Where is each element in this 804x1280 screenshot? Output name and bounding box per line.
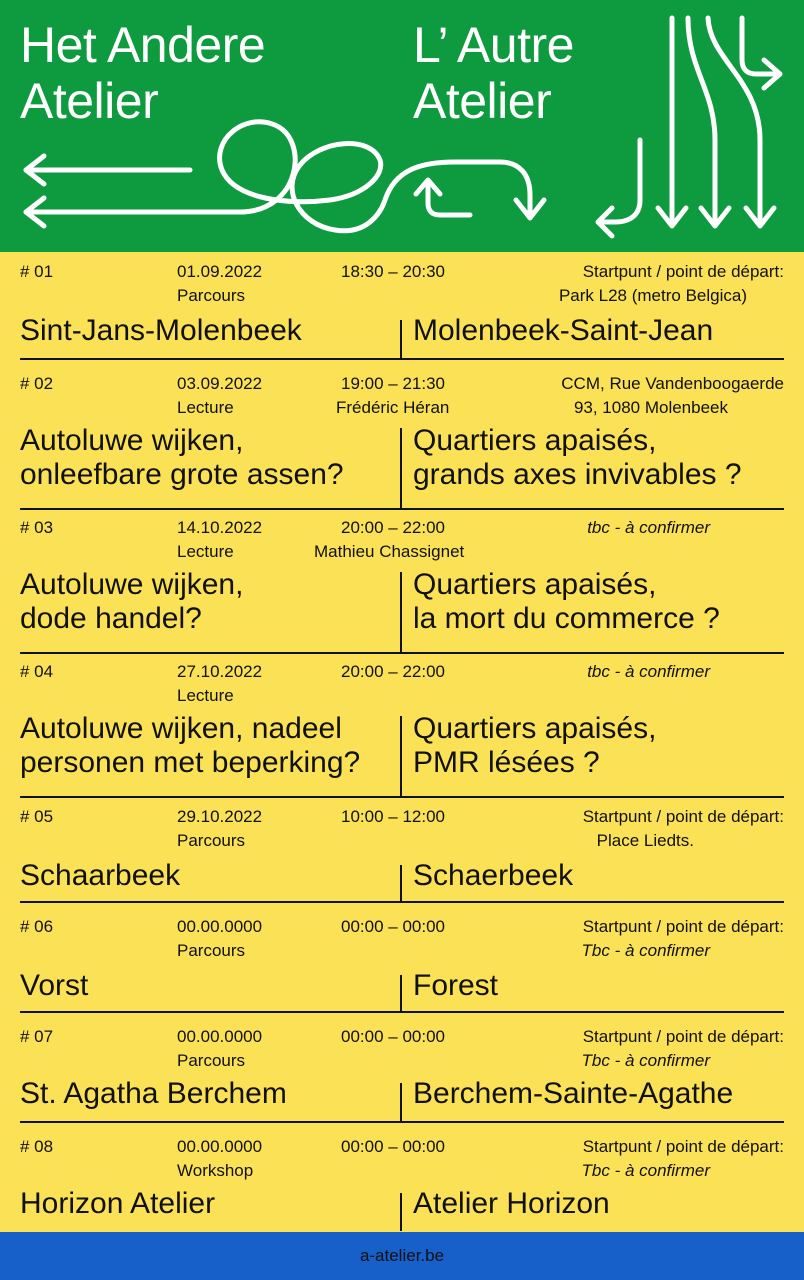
website-link[interactable]: a-atelier.be [359,1246,445,1265]
footer-bar [0,1232,804,1280]
column-divider [400,320,402,358]
column-divider [400,1193,402,1231]
column-divider [400,428,402,508]
event-title-french [413,568,720,636]
event-title-dutch [20,424,344,492]
title-line: Vorst [20,969,89,1002]
event-location: Tbc - à confirmer [581,1161,710,1180]
title-dutch-line1: Het Andere [20,17,266,73]
event-location: Place Liedts. [596,831,694,850]
event-location-label: tbc - à confirmer [587,518,710,537]
event-type: Workshop [177,1161,254,1180]
title-french-line1: L’ Autre [413,17,574,73]
row-separator [20,901,784,903]
column-divider [400,1083,402,1121]
event-time: 20:00 – 22:00 [341,518,445,537]
event-time: 00:00 – 00:00 [341,1027,445,1046]
event-number: # 03 [20,518,54,537]
event-type: Lecture [177,542,234,561]
event-type: Parcours [177,286,246,305]
event-title-dutch [20,859,180,893]
arrow-down-left [600,140,640,222]
event-type: Parcours [177,1051,246,1070]
event-title-dutch [20,969,88,1003]
event-location: 93, 1080 Molenbeek [573,398,728,417]
event-type: Parcours [177,941,246,960]
event-date: 03.09.2022 [177,374,263,393]
arrow-right-2 [688,18,715,225]
event-title-french [413,1077,733,1111]
column-divider [400,865,402,901]
event-number: # 02 [20,374,54,393]
event-row-07 [0,1017,804,1127]
event-location-label: Startpunt / point de départ: [582,917,784,936]
event-number: # 05 [20,807,54,826]
title-line: Quartiers apaisés, [413,424,657,457]
title-line: Autoluwe wijken, [20,568,244,601]
column-divider [400,975,402,1011]
event-number: # 01 [20,262,54,281]
event-time: 18:30 – 20:30 [341,262,445,281]
event-title-dutch [20,712,360,780]
title-line: Quartiers apaisés, [413,712,657,745]
row-separator [20,1121,784,1123]
event-title-dutch [20,314,302,348]
event-number: # 08 [20,1137,54,1156]
event-number: # 06 [20,917,54,936]
event-speaker: Frédéric Héran [336,398,450,417]
event-type: Parcours [177,831,246,850]
title-line: grands axes invivables ? [413,458,742,491]
event-number: # 07 [20,1027,54,1046]
row-separator [20,358,784,360]
title-line: Sint-Jans-Molenbeek [20,314,302,347]
title-line: PMR lésées ? [413,746,600,779]
title-line: Atelier Horizon [413,1187,610,1220]
event-date: 14.10.2022 [177,518,263,537]
event-location: Tbc - à confirmer [581,941,710,960]
event-title-french [413,424,742,492]
event-date: 00.00.0000 [177,917,263,936]
title-line: Horizon Atelier [20,1187,216,1220]
event-location-label: tbc - à confirmer [587,662,710,681]
event-row-01 [0,252,804,362]
title-french-line2: Atelier [413,73,552,129]
event-time: 00:00 – 00:00 [341,1137,445,1156]
title-line: Autoluwe wijken, [20,424,244,457]
title-dutch-line2: Atelier [20,73,159,129]
event-date: 29.10.2022 [177,807,263,826]
event-type: Lecture [177,686,234,705]
title-line: la mort du commerce ? [413,602,720,635]
event-type: Lecture [177,398,234,417]
event-location-label: Startpunt / point de départ: [582,1137,784,1156]
column-divider [400,716,402,796]
event-location: Park L28 (metro Belgica) [558,286,747,305]
event-location-label: Startpunt / point de départ: [582,1027,784,1046]
event-title-french [413,859,573,893]
title-line: personen met beperking? [20,746,361,779]
event-date: 00.00.0000 [177,1027,263,1046]
event-row-02 [0,364,804,491]
event-speaker: Mathieu Chassignet [314,542,465,561]
event-time: 10:00 – 12:00 [341,807,445,826]
event-title-dutch [20,1187,215,1221]
event-date: 27.10.2022 [177,662,263,681]
event-time: 00:00 – 00:00 [341,917,445,936]
column-divider [400,572,402,652]
event-title-french [413,712,656,780]
title-line: Quartiers apaisés, [413,568,657,601]
event-location-label: CCM, Rue Vandenboogaerde [561,374,784,393]
event-location-label: Startpunt / point de départ: [582,807,784,826]
event-date: 01.09.2022 [177,262,263,281]
title-line: Molenbeek-Saint-Jean [413,314,714,347]
arrows-graphic [0,0,804,252]
title-line: Schaarbeek [20,859,181,892]
event-row-06 [0,907,804,1017]
event-location-label: Startpunt / point de départ: [582,262,784,281]
title-line: Berchem-Sainte-Agathe [413,1077,734,1110]
event-row-08 [0,1127,804,1237]
event-time: 20:00 – 22:00 [341,662,445,681]
event-title-french [413,969,498,1003]
header-banner [0,0,804,252]
row-separator [20,1011,784,1013]
title-line: Autoluwe wijken, nadeel [20,712,342,745]
event-title-dutch [20,568,243,636]
title-line: dode handel? [20,602,202,635]
event-date: 00.00.0000 [177,1137,263,1156]
event-row-04 [0,652,804,779]
event-title-french [413,314,713,348]
title-line: Schaerbeek [413,859,574,892]
event-title-dutch [20,1077,287,1111]
event-title-french [413,1187,610,1221]
event-time: 19:00 – 21:30 [341,374,445,393]
event-number: # 04 [20,662,54,681]
title-line: St. Agatha Berchem [20,1077,287,1110]
event-row-05 [0,797,804,907]
title-line: Forest [413,969,499,1002]
title-line: onleefbare grote assen? [20,458,344,491]
event-row-03 [0,508,804,635]
event-location: Tbc - à confirmer [581,1051,710,1070]
